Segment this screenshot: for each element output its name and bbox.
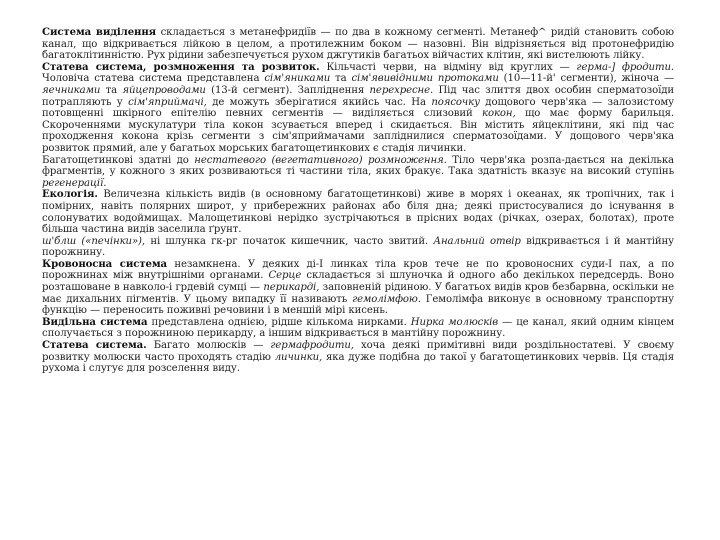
- italic-term: Нирка молюсків: [410, 316, 499, 328]
- section-heading: Статева система, розмноження та розвиток.: [42, 60, 320, 73]
- body-text: де можуть зберігатися якийсь час. На: [206, 96, 432, 108]
- section-heading: Екологія.: [42, 188, 98, 201]
- italic-term: нестатевого (вегетативного) розмноження.: [194, 154, 447, 166]
- body-text: Величезна кількість видів (в основному багатощетинкові) живе в морях і океанах, як тропічних, так і помірних, навіть полярних широт, у прибережних районах або біля дна; деякі пристосувалися до існування в солонуватих водоймищах. Малощетинкові нерідко зустрічаються в прісних водах (річках, озерах, болотах), проте більша частина видів заселила ґрунт.: [42, 189, 674, 236]
- paragraph-ecology: [42, 189, 674, 235]
- italic-term: Анальний отвір: [433, 235, 521, 247]
- italic-term: яйцепроводами: [122, 84, 206, 96]
- italic-term: ш'блш («печінки»),: [42, 235, 146, 247]
- body-text: представлена однією, рідше кількома нирками.: [147, 316, 411, 328]
- body-text: складається з метанефридіїв — по два в кожному сегменті. Метанеф^ ридій становить собою канал, що відкривається лійкою в целом, а протилежним боком — назовні. Він відрізняється від протонефридію багатоклітинністю. Рух рідини забезпечується рухом джгутиків багатьох війчастих клітин, які вистелюють лійку.: [42, 27, 674, 62]
- italic-term: личинки,: [274, 351, 323, 363]
- italic-term: поясочку: [431, 96, 480, 108]
- italic-term: Серце: [268, 270, 302, 282]
- body-text: яка дуже подібна до такої у багатощетинкових червів. Ця стадія рухома і слугує для розселення виду.: [42, 351, 674, 375]
- italic-term: кокон,: [482, 108, 516, 120]
- body-text: Кільчасті черви, на відміну від круглих —: [319, 61, 577, 73]
- italic-term: регенерації.: [42, 177, 107, 189]
- italic-term: яечниками: [42, 84, 101, 96]
- italic-term: сім'явивідними протоками: [351, 73, 499, 85]
- italic-term: перехресне.: [369, 84, 434, 96]
- body-text: та: [100, 84, 123, 96]
- body-text: (13-й сегмент). Запліднення: [205, 84, 370, 96]
- body-text: відкривається і й мантійну порожнину.: [42, 235, 675, 259]
- paragraph-excretory-system-molluscs: [42, 317, 674, 340]
- paragraph-reproductive-system: [42, 62, 674, 155]
- body-text: Тіло черв'яка розпа-дається на декілька фрагментів, у кожного з яких розвиваються ті частини тіла, яких бракує. Така здатність вказує на високий ступінь: [42, 154, 674, 178]
- body-text: та: [330, 73, 352, 85]
- body-text: (10—11-й' сегменти), жіноча —: [498, 73, 674, 85]
- body-text: складається зі шлуночка й одного або декількох передсердь. Воно розташоване в навколо-і грдевій сумці —: [42, 270, 674, 294]
- paragraph-reproductive-system-molluscs: [42, 340, 674, 375]
- body-text: незамкнена. У деяких ді-І линках тіла кров тече не по кровоносних суди-І пах, а по порожнинах між внутрішніми органами.: [42, 258, 674, 282]
- body-text: заповненій рідиною. У багатьох видів кров безбарвна, оскільки не має дихальних пігментів. У цьому випадку її називають: [42, 282, 674, 305]
- paragraph-vegetative-reproduction: [42, 155, 674, 190]
- body-text: Чоловіча статева система представлена: [42, 73, 265, 85]
- italic-term: перикарді,: [263, 282, 320, 294]
- body-text: — це канал, який одним кінцем сполучається з порожниною перикарду, а іншим відкривається в мантійну порожнину.: [42, 316, 674, 340]
- body-text: що має форму барильця. Скороченнями мускулатури тіла кокон зсувається вперед і скидається. Він містить яйцеклітини, які під час проходження кокона крізь сегменти з сім'яприймачами запліднилися сперматозоїдами. У дощового черв'яка розвиток прямий, але у багатьох морських багатощетинкових є стадія личинки.: [42, 108, 674, 154]
- section-heading: Кровоносна система: [42, 257, 167, 270]
- italic-term: сім'яприймачі,: [128, 96, 207, 108]
- body-text: Багатощетинкові здатні до: [42, 154, 195, 166]
- document-body: [42, 27, 674, 375]
- body-text: ні шлунка гк-рг початок кишечник, часто звитий.: [145, 235, 434, 247]
- body-text: Гемолімфа виконує в основному транспортну функцію — переносить поживні речовини і в меншій мірі кисень.: [42, 293, 674, 317]
- italic-term: герма-] фродити.: [576, 61, 674, 73]
- italic-term: сім'яниками: [264, 73, 331, 85]
- paragraph-excretory-system: [42, 27, 674, 62]
- italic-term: гемолімфою.: [352, 293, 421, 305]
- italic-term: гермафродити,: [270, 340, 354, 352]
- section-heading: Статева система.: [42, 339, 147, 352]
- section-heading: Система виділення: [42, 26, 157, 38]
- body-text: Під час злиття двох особин сперматозоїди потрапляють у: [42, 84, 674, 108]
- paragraph-digestive-fragment: [42, 236, 674, 259]
- section-heading: Видільна система: [42, 315, 148, 328]
- paragraph-circulatory-system: [42, 259, 674, 317]
- body-text: Багато молюсків —: [146, 340, 271, 352]
- body-text: хоча деякі примітивні види роздільностатеві. У своєму розвитку молюски часто проходять стадію: [42, 340, 674, 363]
- body-text: дощового черв'яка — залозистому потовщенні шкірного епітелію певних сегментів — виділяється слизовий: [42, 96, 674, 120]
